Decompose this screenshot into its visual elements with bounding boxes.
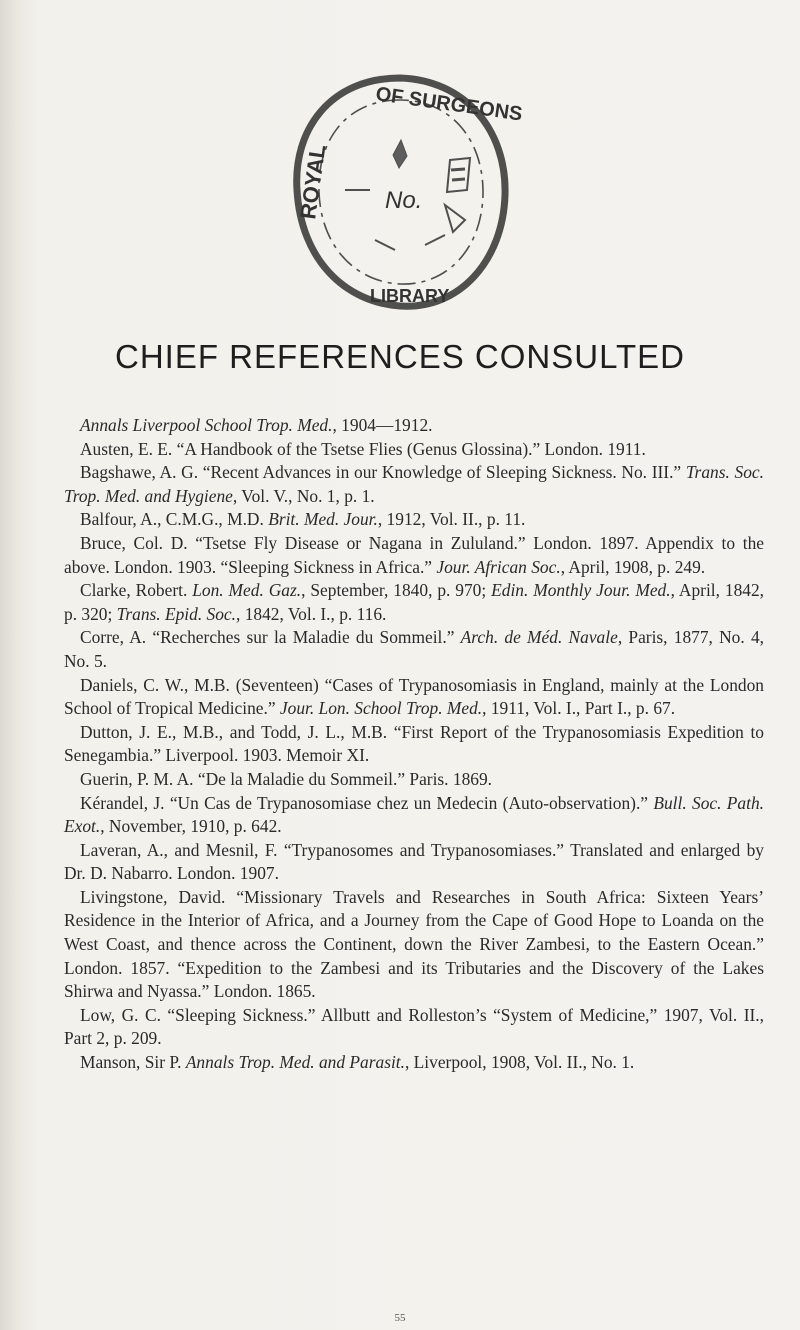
reference-text: Clarke, Robert. (80, 580, 193, 601)
reference-entry (64, 721, 764, 768)
reference-journal-title: Jour. African Soc. (436, 556, 561, 577)
reference-entry (64, 1051, 764, 1075)
reference-text: , 1904—1912. (332, 415, 433, 435)
reference-text: , November, 1910, p. 642. (100, 816, 282, 837)
reference-text: Laveran, A., and Mesnil, F. “Trypanosomes and Trypanosomiases.” Translated and enlarged by Dr. D. Nabarro. London. 1907. (64, 839, 764, 884)
reference-entry (64, 579, 764, 626)
reference-text: Bruce, Col. D. “Tsetse Fly Disease or Nagana in Zululand.” London. 1897. Appendix to the above. London. 1903. “Sleeping Sickness in Africa.” (64, 532, 764, 577)
library-stamp-seal (275, 70, 525, 320)
reference-journal-title: Edin. Monthly Jour. Med. (491, 580, 671, 601)
reference-text: Austen, E. E. “A Handbook of the Tsetse Flies (Genus Glossina).” London. 1911. (80, 438, 646, 459)
reference-journal-title: Bull. Soc. Path. Exot. (64, 792, 764, 837)
reference-entry (64, 414, 764, 438)
reference-text: , 1842, Vol. I., p. 116. (236, 603, 387, 624)
reference-entry (64, 886, 764, 1004)
reference-text: Livingstone, David. “Missionary Travels and Researches in South Africa: Sixteen Years’ Residence in the Interior of Africa, and a Journey from the Cape of Good Hope to Loanda on the West Coast, and thence across the Continent, down the River Zambesi, to the Eastern Ocean.” London. 1857. “Expedition to the Zambesi and its Tributaries and the Discovery of the Lakes Shirwa and Nyassa.” London. 1865. (64, 886, 764, 1002)
reference-text: , 1912, Vol. II., p. 11. (377, 509, 526, 530)
reference-text: , 1911, Vol. I., Part I., p. 67. (482, 698, 676, 719)
reference-journal-title: Trans. Epid. Soc. (116, 603, 236, 624)
reference-entry (64, 508, 764, 532)
reference-journal-title: Trans. Soc. Trop. Med. and Hygiene (64, 462, 764, 506)
reference-entry (64, 674, 764, 721)
reference-text: , Liverpool, 1908, Vol. II., No. 1. (404, 1052, 635, 1073)
reference-journal-title: Arch. de Méd. Navale (460, 627, 618, 648)
reference-journal-title: Jour. Lon. School Trop. Med. (279, 698, 483, 719)
reference-text: , Paris, 1877, No. 4, No. 5. (64, 627, 764, 671)
stamp-text-center: No. (385, 187, 423, 214)
library-stamp (275, 70, 525, 320)
reference-journal-title: Lon. Med. Gaz. (192, 580, 302, 601)
reference-list (64, 414, 764, 1075)
reference-entry (64, 532, 764, 579)
reference-entry (64, 626, 764, 673)
reference-text: , April, 1908, p. 249. (560, 556, 706, 577)
page-number: 55 (394, 1312, 406, 1324)
reference-text: Kérandel, J. “Un Cas de Trypanosomiase chez un Medecin (Auto-observation).” (80, 792, 654, 813)
reference-text: Corre, A. “Recherches sur la Maladie du Sommeil.” (80, 627, 461, 648)
reference-text: Guerin, P. M. A. “De la Maladie du Sommeil.” Paris. 1869. (80, 768, 493, 789)
reference-entry (64, 792, 764, 839)
reference-text: Dutton, J. E., M.B., and Todd, J. L., M.B. “First Report of the Trypanosomiasis Expedition to Senegambia.” Liverpool. 1903. Memoir XI. (64, 721, 764, 766)
reference-text: , Vol. V., No. 1, p. 1. (232, 485, 375, 506)
reference-text: Daniels, C. W., M.B. (Seventeen) “Cases of Trypanosomiasis in England, mainly at the London School of Tropical Medicine.” (64, 674, 764, 719)
reference-entry (64, 461, 764, 508)
reference-text: Manson, Sir P. (80, 1052, 186, 1073)
reference-entry (64, 1004, 764, 1051)
reference-journal-title: Annals Trop. Med. and Parasit. (185, 1052, 405, 1073)
stamp-text-bottom: LIBRARY (370, 286, 450, 306)
reference-journal-title: Annals Liverpool School Trop. Med. (80, 415, 333, 435)
reference-text: Low, G. C. “Sleeping Sickness.” Allbutt and Rolleston’s “System of Medicine,” 1907, Vol. II., Part 2, p. 209. (64, 1004, 764, 1049)
reference-text: , April, 1842, p. 320; (64, 580, 764, 624)
reference-journal-title: Brit. Med. Jour. (268, 509, 378, 530)
reference-entry (64, 438, 764, 462)
stamp-text-top: ROYAL (295, 142, 331, 221)
reference-text: Bagshawe, A. G. “Recent Advances in our Knowledge of Sleeping Sickness. No. III.” (80, 462, 686, 483)
reference-text: , September, 1840, p. 970; (301, 580, 492, 601)
reference-entry (64, 839, 764, 886)
reference-text: Balfour, A., C.M.G., M.D. (80, 509, 269, 530)
page-title: CHIEF REFERENCES CONSULTED (115, 338, 685, 375)
reference-entry (64, 768, 764, 792)
stamp-text-right: OF SURGEONS (374, 83, 524, 126)
